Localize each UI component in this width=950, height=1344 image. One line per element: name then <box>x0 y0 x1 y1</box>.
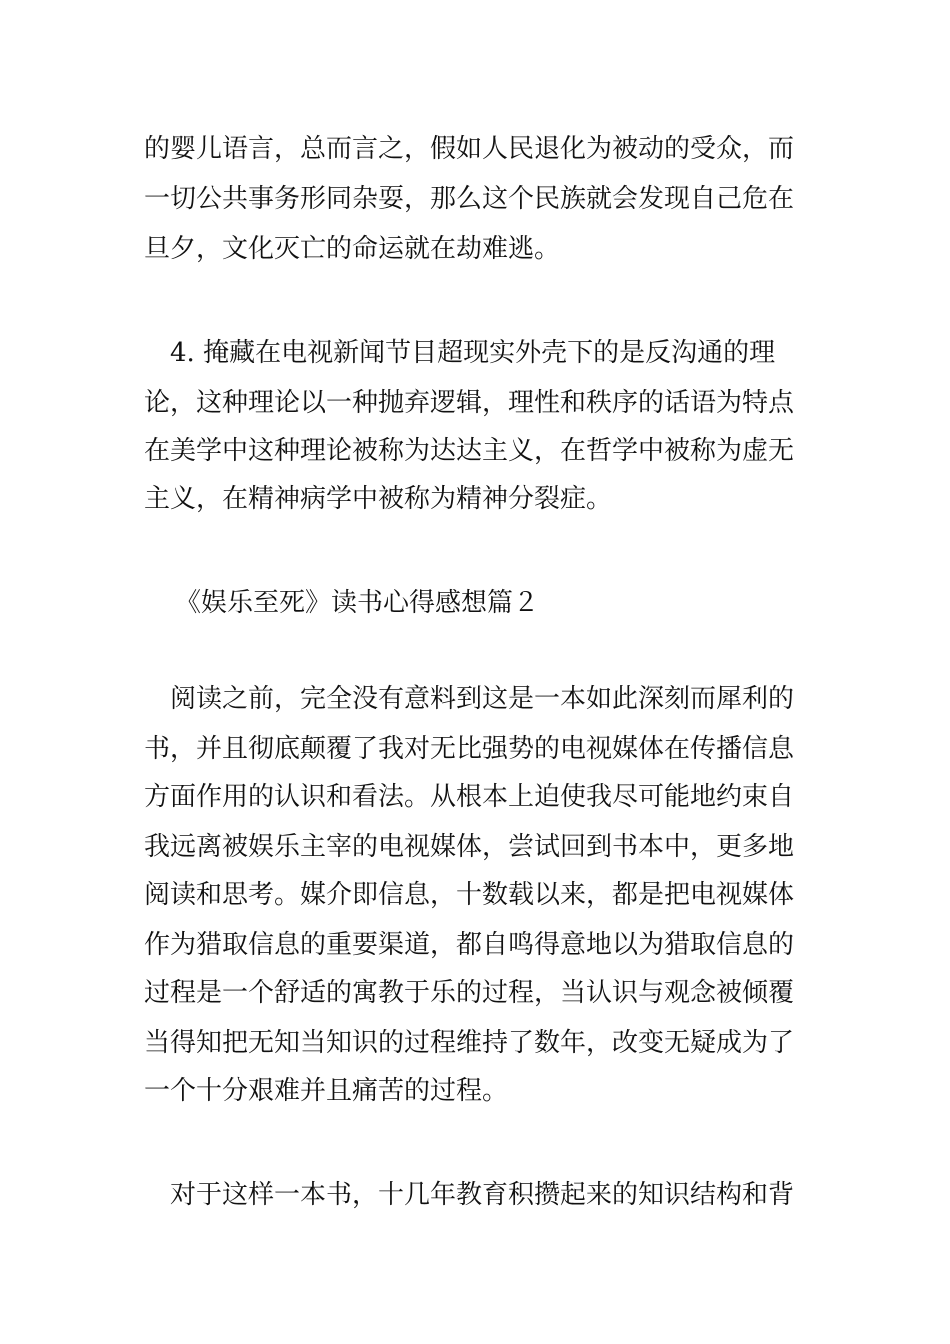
paragraph-3-line-3: 方面作用的认识和看法。从根本上迫使我尽可能地约束自 <box>144 782 795 812</box>
paragraph-3-line-4: 我远离被娱乐主宰的电视媒体，尝试回到书本中，更多地 <box>144 832 795 862</box>
paragraph-3-line-8: 当得知把无知当知识的过程维持了数年，改变无疑成为了 <box>144 1028 795 1058</box>
paragraph-4-line-1: 对于这样一本书，十几年教育积攒起来的知识结构和背 <box>144 1180 795 1210</box>
paragraph-1-line-1: 的婴儿语言，总而言之，假如人民退化为被动的受众，而 <box>144 134 795 164</box>
paragraph-3-line-1: 阅读之前，完全没有意料到这是一本如此深刻而犀利的 <box>144 684 795 714</box>
section-title: 《娱乐至死》读书心得感想篇２ <box>175 588 540 618</box>
paragraph-3-line-6: 作为猎取信息的重要渠道，都自鸣得意地以为猎取信息的 <box>144 930 795 960</box>
paragraph-3-line-9: 一个十分艰难并且痛苦的过程。 <box>144 1076 509 1106</box>
paragraph-2-line-2: 论，这种理论以一种抛弃逻辑，理性和秩序的话语为特点 <box>144 388 795 418</box>
paragraph-3-line-2: 书，并且彻底颠覆了我对无比强势的电视媒体在传播信息 <box>144 734 795 764</box>
paragraph-1-line-3: 旦夕，文化灭亡的命运就在劫难逃。 <box>144 234 561 264</box>
paragraph-3-line-5: 阅读和思考。媒介即信息，十数载以来，都是把电视媒体 <box>144 880 795 910</box>
paragraph-1-line-2: 一切公共事务形同杂耍，那么这个民族就会发现自己危在 <box>144 184 795 214</box>
paragraph-2-line-4: 主义，在精神病学中被称为精神分裂症。 <box>144 484 613 514</box>
paragraph-2-line-1: 4. 掩藏在电视新闻节目超现实外壳下的是反沟通的理 <box>144 338 776 368</box>
paragraph-2-line-3: 在美学中这种理论被称为达达主义，在哲学中被称为虚无 <box>144 436 795 466</box>
paragraph-3-line-7: 过程是一个舒适的寓教于乐的过程，当认识与观念被倾覆 <box>144 978 795 1008</box>
